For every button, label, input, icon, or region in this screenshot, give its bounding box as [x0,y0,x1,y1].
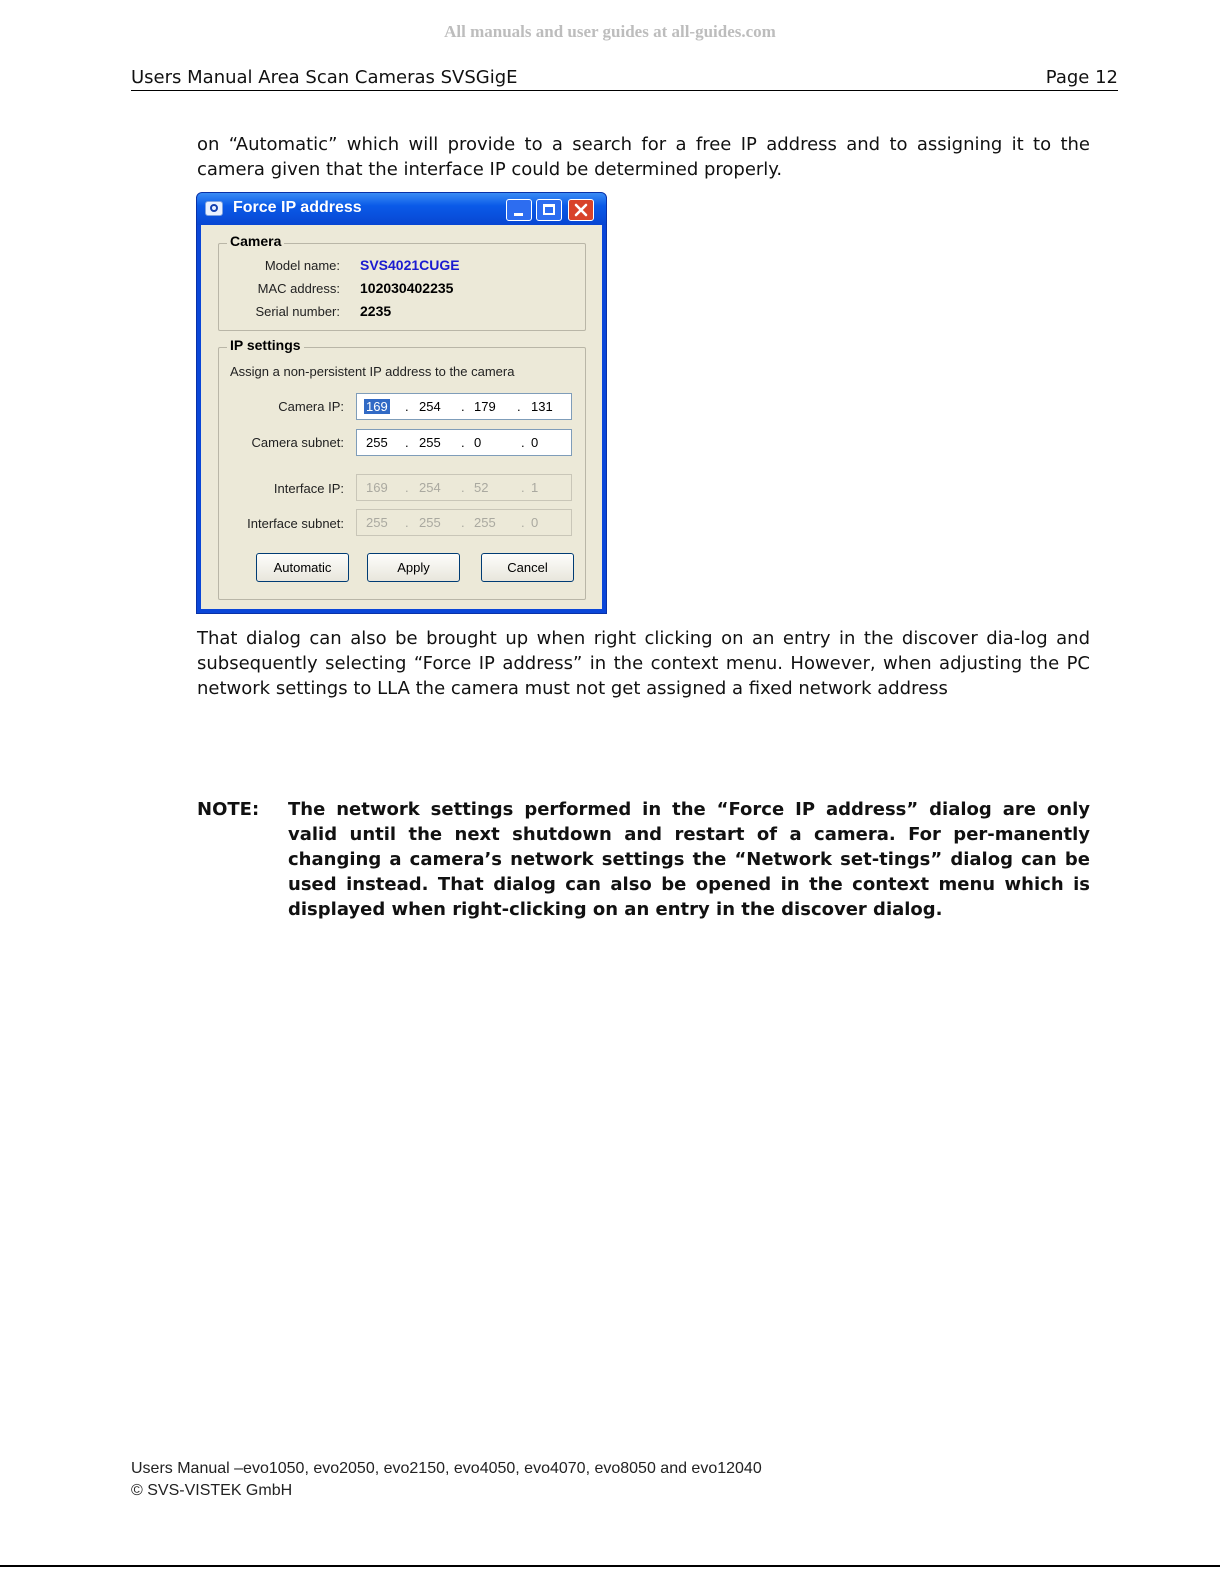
camera-ip-octet-4[interactable]: 131 [531,399,553,414]
camera-subnet-input[interactable] [356,429,572,456]
camera-subnet-octet-3[interactable]: 0 [474,435,482,450]
force-ip-dialog [196,192,607,614]
interface-ip-octet-4: 1 [531,480,539,495]
ip-dot: . [521,435,525,450]
model-name-label: Model name: [264,258,340,273]
ip-dot: . [521,515,525,530]
camera-subnet-octet-4[interactable]: 0 [531,435,539,450]
ip-dot: . [461,435,465,450]
dialog-titlebar[interactable] [197,193,606,225]
page-number: Page 12 [1045,67,1118,88]
mac-address-value: 102030402235 [360,280,454,296]
minimize-icon[interactable] [506,199,532,221]
footer-copyright: © SVS-VISTEK GmbH [131,1482,293,1499]
watermark: All manuals and user guides at all-guides.com [444,22,776,41]
dialog-client [201,225,602,609]
interface-subnet-octet-4: 0 [531,515,539,530]
camera-ip-octet-3[interactable]: 179 [474,399,496,414]
ip-dot: . [405,399,409,414]
camera-subnet-label: Camera subnet: [251,435,344,450]
apply-button[interactable]: Apply [367,553,460,582]
maximize-icon[interactable] [536,199,562,221]
page-footer [131,1458,762,1502]
app-icon [205,201,223,216]
interface-ip-octet-1: 169 [366,480,388,495]
mac-address-label: MAC address: [257,281,340,296]
ip-dot: . [461,515,465,530]
automatic-button[interactable]: Automatic [256,553,349,582]
ip-dot: . [405,515,409,530]
interface-subnet-octet-2: 255 [419,515,441,530]
serial-number-value: 2235 [360,303,392,319]
footer-models: Users Manual –evo1050, evo2050, evo2150, evo4050, evo4070, evo8050 and evo12040 [131,1460,762,1477]
interface-subnet-octet-1: 255 [366,515,388,530]
serial-number-label: Serial number: [255,304,340,319]
camera-ip-label: Camera IP: [278,399,344,414]
ip-dot: . [405,435,409,450]
model-name-value: SVS4021CUGE [360,257,460,273]
interface-ip-input [356,474,572,501]
interface-subnet-input [356,509,572,536]
camera-subnet-octet-2[interactable]: 255 [419,435,441,450]
note-label: NOTE: [197,799,260,820]
interface-subnet-label: Interface subnet: [247,516,344,531]
interface-subnet-octet-3: 255 [474,515,496,530]
body-paragraph: That dialog can also be brought up when right clicking on an entry in the discover dia-log and subsequently selecting “Force IP address” in the context menu. However, when adjusting the PC network settings to LLA the camera must not get assigned a fixed network address [197,628,1090,699]
ip-settings-legend: IP settings [227,337,304,353]
ip-dot: . [461,480,465,495]
assign-description: Assign a non-persistent IP address to the camera [230,364,515,379]
ip-dot: . [461,399,465,414]
interface-ip-octet-2: 254 [419,480,441,495]
camera-legend: Camera [227,233,284,249]
camera-subnet-octet-1[interactable]: 255 [366,435,388,450]
bottom-rule [0,1565,1220,1567]
camera-groupbox [218,233,586,331]
intro-paragraph: on “Automatic” which will provide to a search for a free IP address and to assigning it to the camera given that the interface IP could be determined properly. [197,134,1090,180]
dialog-title: Force IP address [233,199,362,216]
interface-ip-label: Interface IP: [273,481,344,496]
manual-title: Users Manual Area Scan Cameras SVSGigE [131,67,518,88]
ip-dot: . [405,480,409,495]
camera-ip-octet-2[interactable]: 254 [419,399,441,414]
ip-dot: . [521,480,525,495]
camera-ip-input[interactable] [356,393,572,420]
interface-ip-octet-3: 52 [474,480,489,495]
note-text: The network settings performed in the “Force IP address” dialog are only valid until the next shutdown and restart of a camera. For per-manently changing a camera’s network settings the “Network set-tings” dialog can be used instead. That dialog can also be opened in the context menu which is displayed when right-clicking on an entry in the discover dialog. [288,799,1090,920]
cancel-button[interactable]: Cancel [481,553,574,582]
close-icon[interactable] [568,199,594,221]
camera-ip-octet-1[interactable]: 169 [366,399,388,414]
ip-dot: . [517,399,521,414]
page-header [131,66,1118,91]
